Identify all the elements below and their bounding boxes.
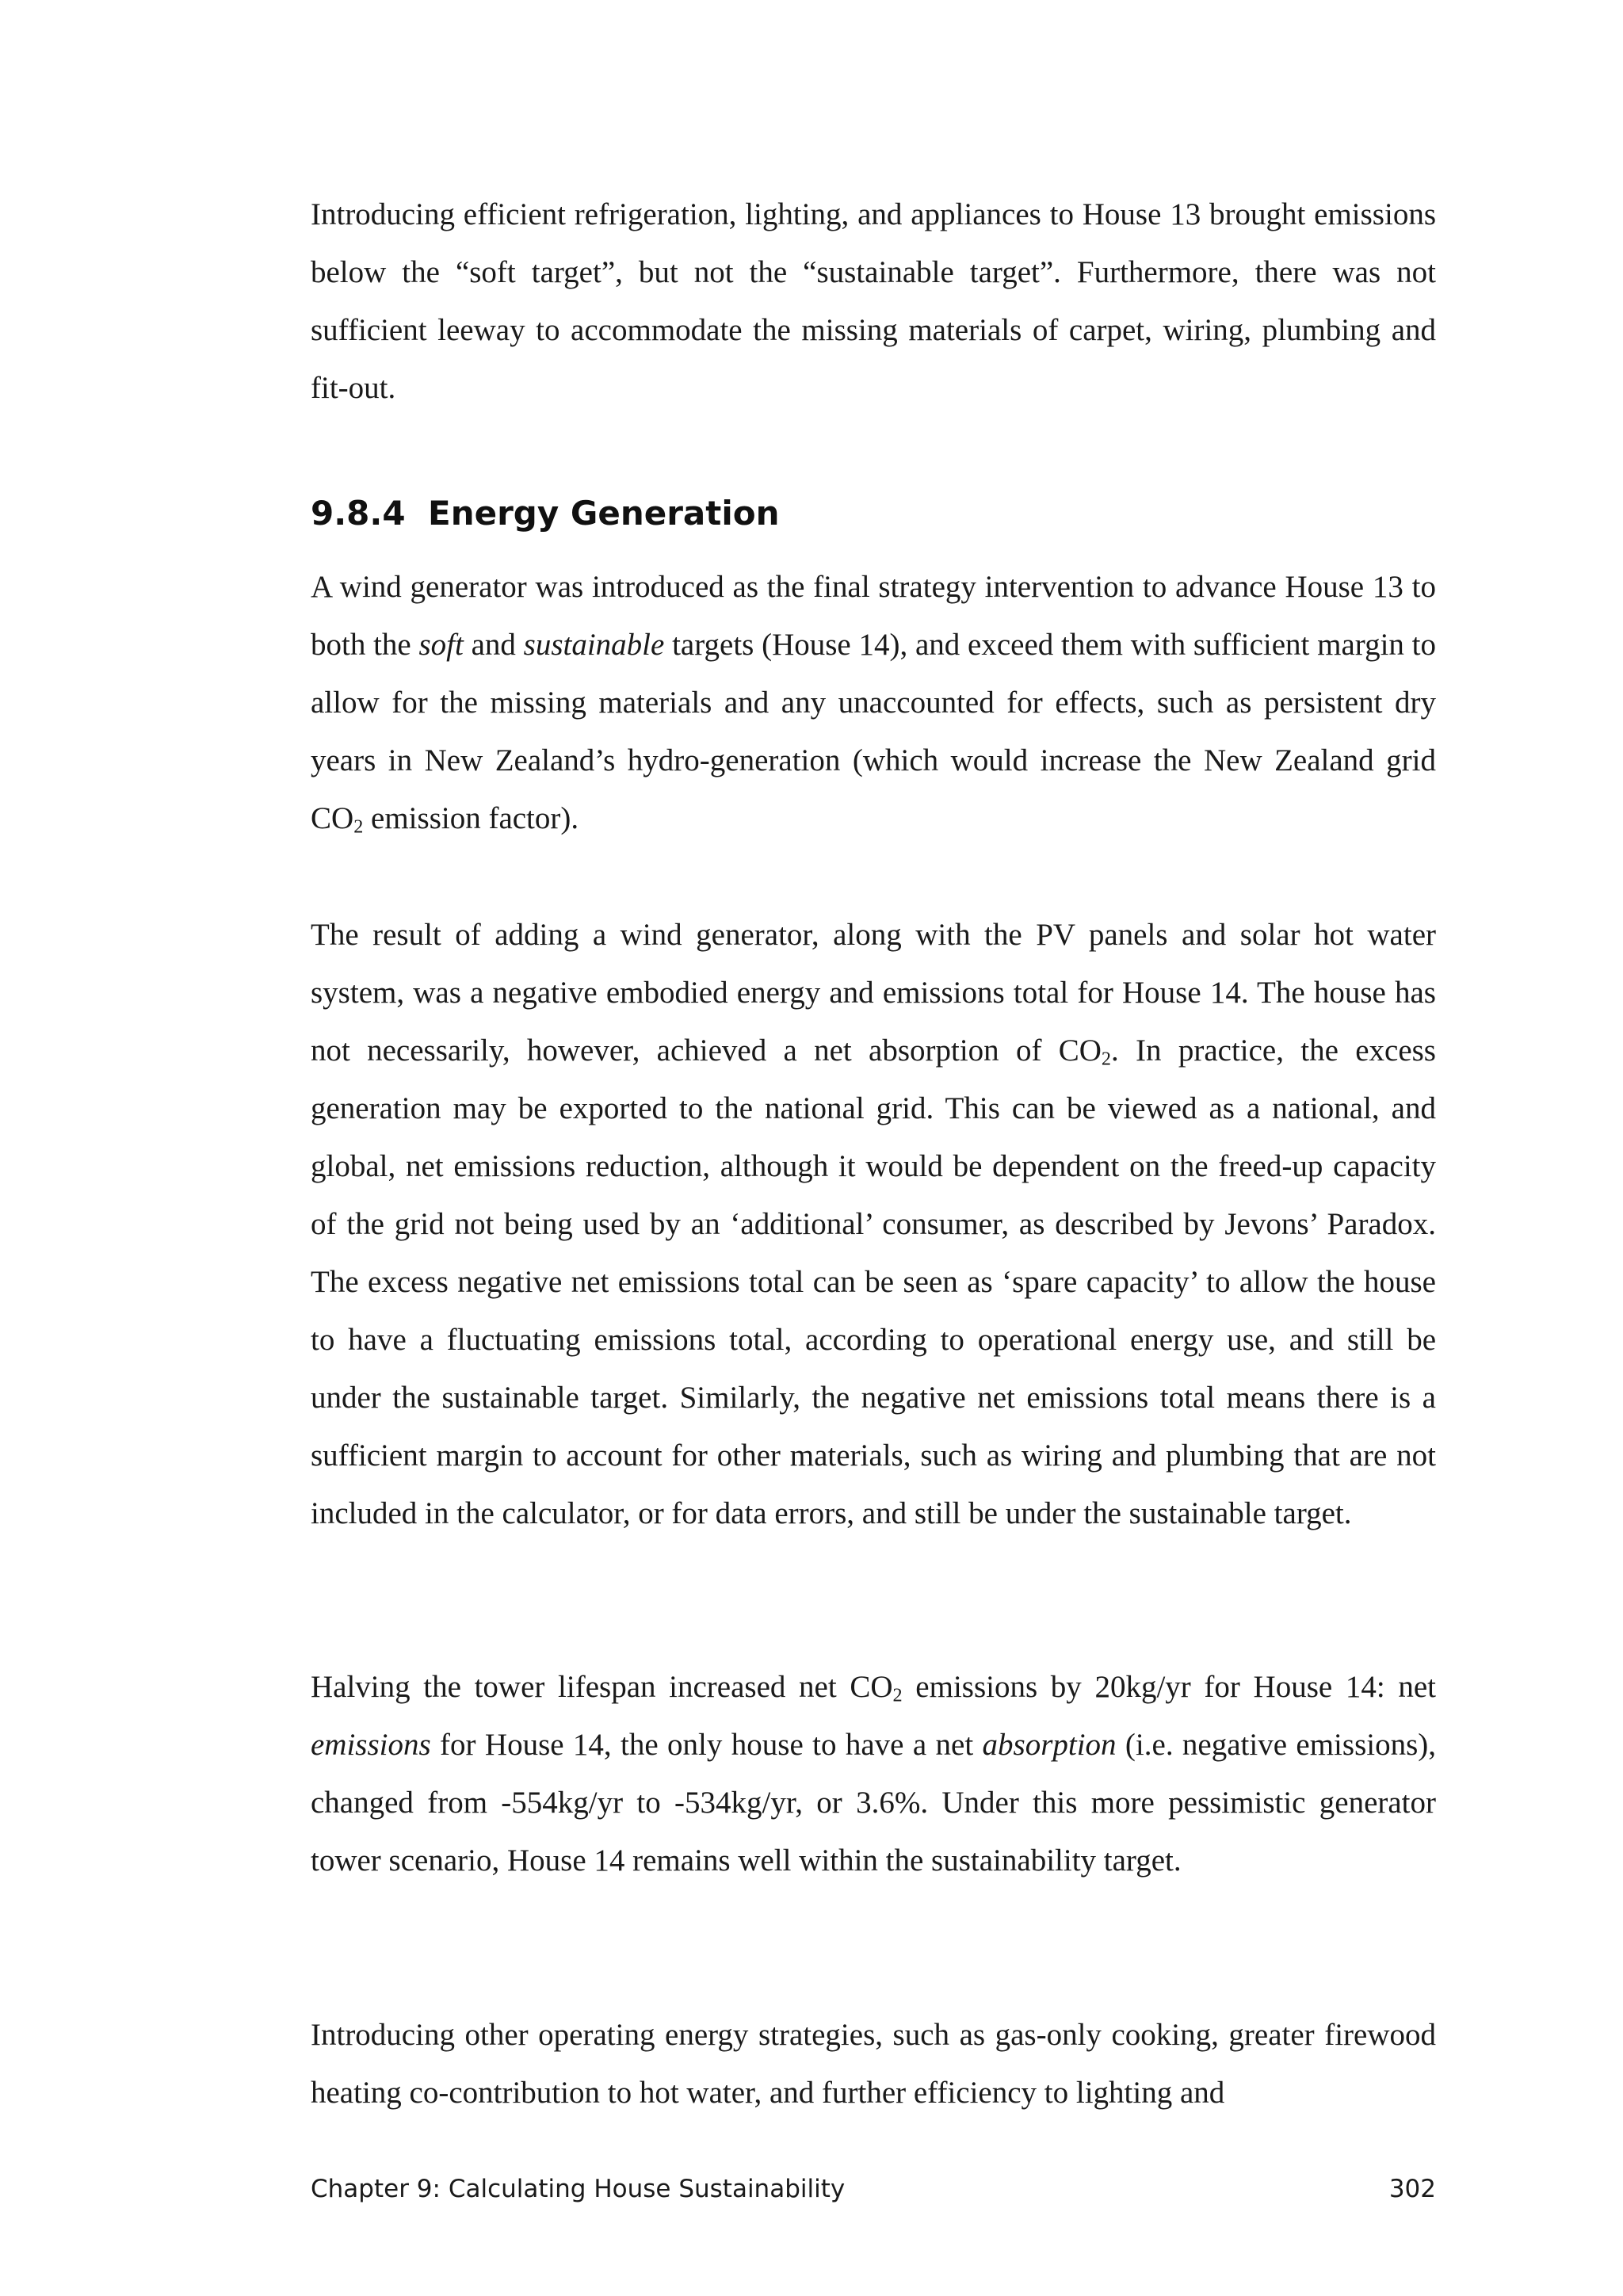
paragraph-text: targets (House 14), and exceed them with sufficient margin to allow for the missing materials and any unaccounted for effects, such as persistent dry years in New Zealand’s hydro-generation (which would increase the New Zealand grid CO — [311, 628, 1436, 835]
section-number: 9.8.4 — [311, 494, 406, 533]
paragraph-text: emission factor). — [363, 801, 579, 835]
body-paragraph — [311, 558, 1436, 847]
section-heading — [311, 491, 779, 536]
subscript: 2 — [353, 816, 364, 838]
italic-term: absorption — [982, 1728, 1117, 1762]
paragraph-text: . In practice, the excess generation may be exported to the national grid. This can be viewed as a national, and global, net emissions reduction, although it would be dependent on the freed-up capacity of the grid not being used by an ‘additional’ consumer, as described by Jevons’ Paradox. The excess negative net emissions total can be seen as ‘spare capacity’ to allow the house to have a fluctuating emissions total, according to operational energy use, and still be under the sustainable target. Similarly, the negative net emissions total means there is a sufficient margin to account for other materials, such as wiring and plumbing that are not included in the calculator, or for data errors, and still be under the sustainable target. — [311, 1033, 1436, 1530]
subscript: 2 — [892, 1684, 903, 1706]
body-paragraph — [311, 1658, 1436, 1889]
page-footer — [311, 2173, 1436, 2205]
italic-term: emissions — [311, 1728, 431, 1762]
body-paragraph — [311, 185, 1436, 417]
paragraph-text: A wind generator was introduced as the final strategy intervention to advance House 13 to both the — [311, 570, 1436, 662]
italic-term: sustainable — [523, 628, 665, 662]
paragraph-text: Halving the tower lifespan increased net CO — [311, 1670, 893, 1704]
paragraph-text: Introducing efficient refrigeration, lighting, and appliances to House 13 brought emissions below the “soft target”, but not the “sustainable target”. Furthermore, there was not sufficient leeway to accommodate the missing materials of carpet, wiring, plumbing and fit-out. — [311, 197, 1436, 405]
footer-chapter-title: Chapter 9: Calculating House Sustainability — [311, 2175, 846, 2203]
page-number: 302 — [1388, 2175, 1436, 2203]
paragraph-text: for House 14, the only house to have a net — [430, 1728, 983, 1762]
body-paragraph — [311, 2006, 1436, 2122]
italic-term: soft — [418, 628, 464, 662]
paragraph-text: Introducing other operating energy strategies, such as gas-only cooking, greater firewood heating co-contribution to hot water, and further efficiency to lighting and — [311, 2018, 1436, 2110]
body-paragraph — [311, 906, 1436, 1542]
section-title: Energy Generation — [428, 494, 780, 533]
subscript: 2 — [1101, 1048, 1112, 1070]
paragraph-text: The result of adding a wind generator, along with the PV panels and solar hot water system, was a negative embodied energy and emissions total for House 14. The house has not necessarily, however, achieved a net absorption of CO — [311, 918, 1436, 1068]
paragraph-text: emissions by 20kg/yr for House 14: net — [902, 1670, 1437, 1704]
paragraph-text: (i.e. negative emissions), changed from -554kg/yr to -534kg/yr, or 3.6%. Under this more pessimistic generator tower scenario, House 14 remains well within the sustainability target. — [311, 1728, 1436, 1878]
document-page — [311, 0, 1436, 2296]
paragraph-text: and — [463, 628, 524, 662]
